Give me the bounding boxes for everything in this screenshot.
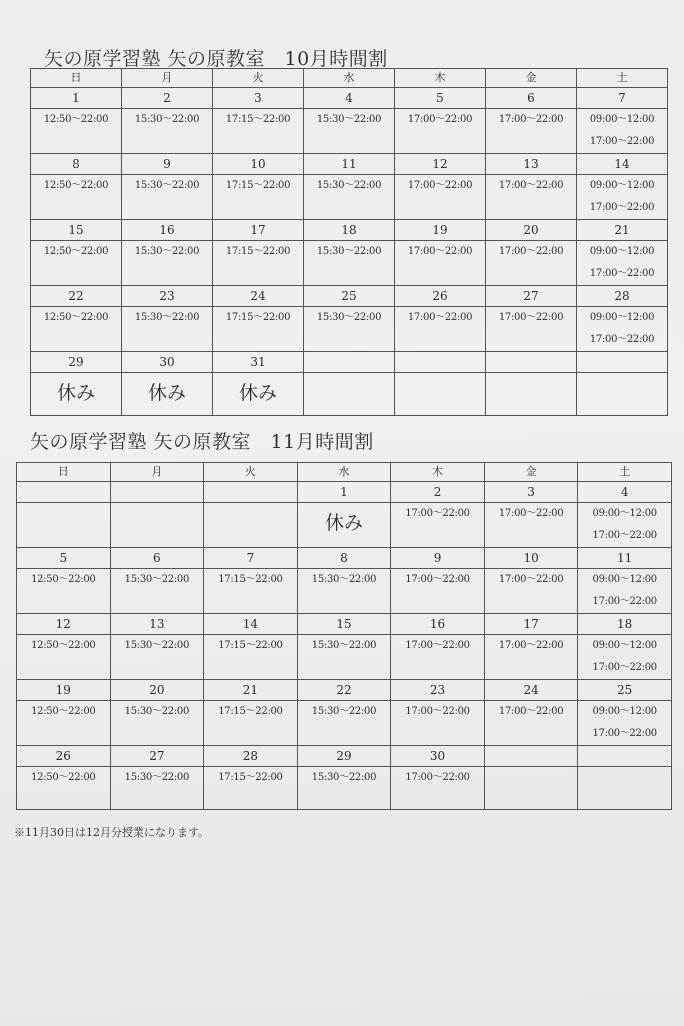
hours-cell	[31, 373, 122, 416]
date-number: 13	[486, 154, 577, 175]
hours-cell	[213, 109, 304, 154]
hours-cell	[297, 569, 391, 614]
date-number: 12	[17, 614, 111, 635]
hours-cell	[204, 701, 298, 746]
time-range: 17:00～22:00	[498, 312, 564, 323]
date-number: 19	[17, 680, 111, 701]
hours-cell	[577, 175, 668, 220]
weekday-header: 日	[17, 463, 111, 482]
hours-cell	[297, 767, 391, 810]
time-range: 12:50～22:00	[31, 640, 96, 651]
hours-cell	[17, 767, 111, 810]
date-number: 27	[486, 286, 577, 307]
date-row	[31, 220, 668, 241]
hours-cell	[204, 635, 298, 680]
weekday-header: 日	[31, 69, 122, 88]
date-number: 21	[204, 680, 298, 701]
time-range: 17:15～22:00	[225, 180, 291, 191]
date-number: 27	[110, 746, 204, 767]
date-number	[204, 482, 298, 503]
hours-cell	[484, 635, 578, 680]
weekday-header: 水	[297, 463, 391, 482]
hours-cell	[204, 569, 298, 614]
hours-cell	[110, 701, 204, 746]
footnote: ※11月30日は12月分授業になります。	[14, 826, 210, 839]
date-number	[578, 746, 672, 767]
time-range: 17:00～22:00	[498, 706, 564, 717]
closed-label: 休み	[324, 512, 363, 534]
date-number: 26	[395, 286, 486, 307]
hours-row	[31, 241, 668, 286]
time-range: 12:50～22:00	[31, 772, 96, 783]
time-range: 15:30～22:00	[316, 312, 382, 323]
date-number: 26	[17, 746, 111, 767]
time-range: 17:15～22:00	[218, 706, 283, 717]
date-number: 20	[486, 220, 577, 241]
hours-cell	[31, 175, 122, 220]
time-range: 09:00～12:00	[592, 706, 657, 717]
time-range: 15:30～22:00	[134, 114, 200, 125]
hours-cell	[484, 767, 578, 810]
time-range: 17:00～22:00	[592, 662, 657, 673]
october-title: 矢の原学習塾 矢の原教室 10月時間割	[44, 48, 388, 70]
date-number: 1	[297, 482, 391, 503]
date-number: 15	[31, 220, 122, 241]
date-number: 28	[204, 746, 298, 767]
hours-cell	[110, 503, 204, 548]
date-number: 4	[304, 88, 395, 109]
time-range: 15:30～22:00	[316, 180, 382, 191]
date-number: 28	[577, 286, 668, 307]
date-number: 14	[204, 614, 298, 635]
date-number: 11	[304, 154, 395, 175]
hours-row	[17, 635, 672, 680]
time-range: 15:30～22:00	[134, 180, 200, 191]
hours-cell	[297, 635, 391, 680]
time-range: 09:00～12:00	[592, 508, 657, 519]
date-number	[110, 482, 204, 503]
date-number: 8	[297, 548, 391, 569]
date-number: 2	[122, 88, 213, 109]
november-timetable	[16, 462, 672, 810]
time-range: 17:00～22:00	[498, 246, 564, 257]
date-number: 17	[484, 614, 578, 635]
hours-cell	[577, 109, 668, 154]
hours-row	[31, 175, 668, 220]
hours-cell	[486, 373, 577, 416]
hours-cell	[304, 109, 395, 154]
weekday-header-row	[17, 463, 672, 482]
weekday-header: 火	[204, 463, 298, 482]
hours-cell	[31, 241, 122, 286]
time-range: 15:30～22:00	[134, 246, 200, 257]
time-range: 12:50～22:00	[43, 180, 109, 191]
date-row	[31, 352, 668, 373]
hours-cell	[391, 503, 485, 548]
hours-cell	[213, 307, 304, 352]
time-range: 15:30～22:00	[124, 772, 190, 783]
time-range: 17:00～22:00	[589, 334, 655, 345]
date-number: 10	[213, 154, 304, 175]
hours-cell	[17, 701, 111, 746]
hours-cell	[122, 373, 213, 416]
hours-cell	[122, 109, 213, 154]
hours-cell	[17, 635, 111, 680]
november-title: 矢の原学習塾 矢の原教室 11月時間割	[30, 431, 374, 453]
time-range: 17:00～22:00	[498, 180, 564, 191]
hours-cell	[484, 503, 578, 548]
closed-label: 休み	[147, 382, 186, 404]
time-range: 15:30～22:00	[311, 772, 377, 783]
date-number	[486, 352, 577, 373]
hours-cell	[204, 503, 298, 548]
date-number: 23	[391, 680, 485, 701]
time-range: 15:30～22:00	[124, 574, 190, 585]
hours-cell	[110, 767, 204, 810]
date-number: 9	[391, 548, 485, 569]
closed-label: 休み	[238, 382, 277, 404]
time-range: 15:30～22:00	[124, 706, 190, 717]
hours-cell	[31, 109, 122, 154]
time-range: 17:00～22:00	[498, 640, 564, 651]
hours-cell	[577, 307, 668, 352]
date-number: 7	[204, 548, 298, 569]
date-number: 24	[484, 680, 578, 701]
date-number: 6	[110, 548, 204, 569]
october-timetable	[30, 68, 668, 416]
time-range: 12:50～22:00	[43, 312, 109, 323]
date-number: 7	[577, 88, 668, 109]
date-row	[31, 286, 668, 307]
hours-cell	[486, 175, 577, 220]
time-range: 17:00～22:00	[589, 268, 655, 279]
time-range: 12:50～22:00	[31, 574, 96, 585]
hours-cell	[110, 569, 204, 614]
date-number: 5	[395, 88, 486, 109]
weekday-header: 木	[395, 69, 486, 88]
date-number: 23	[122, 286, 213, 307]
weekday-header-row	[31, 69, 668, 88]
date-number: 22	[297, 680, 391, 701]
hours-cell	[304, 307, 395, 352]
date-number: 2	[391, 482, 485, 503]
date-number: 25	[304, 286, 395, 307]
date-number: 30	[122, 352, 213, 373]
hours-cell	[395, 241, 486, 286]
time-range: 12:50～22:00	[31, 706, 96, 717]
time-range: 17:00～22:00	[589, 136, 655, 147]
hours-cell	[122, 175, 213, 220]
hours-cell	[486, 241, 577, 286]
hours-cell	[484, 701, 578, 746]
hours-cell	[213, 241, 304, 286]
time-range: 17:15～22:00	[218, 574, 283, 585]
time-range: 09:00～12:00	[592, 640, 657, 651]
hours-cell	[304, 175, 395, 220]
date-row	[17, 482, 672, 503]
hours-cell	[391, 767, 485, 810]
hours-cell	[213, 175, 304, 220]
date-number	[17, 482, 111, 503]
hours-cell	[486, 109, 577, 154]
date-row	[17, 746, 672, 767]
hours-row	[17, 503, 672, 548]
hours-cell	[578, 701, 672, 746]
date-number: 29	[31, 352, 122, 373]
date-number: 15	[297, 614, 391, 635]
date-number	[484, 746, 578, 767]
time-range: 17:00～22:00	[407, 312, 473, 323]
date-number: 29	[297, 746, 391, 767]
hours-row	[17, 701, 672, 746]
hours-cell	[391, 701, 485, 746]
time-range: 15:30～22:00	[311, 640, 377, 651]
hours-cell	[391, 635, 485, 680]
time-range: 17:00～22:00	[405, 574, 470, 585]
hours-row	[31, 307, 668, 352]
hours-cell	[304, 241, 395, 286]
date-number: 6	[486, 88, 577, 109]
date-number	[304, 352, 395, 373]
date-number: 12	[395, 154, 486, 175]
hours-cell	[17, 503, 111, 548]
hours-cell	[578, 767, 672, 810]
date-row	[17, 548, 672, 569]
hours-cell	[578, 635, 672, 680]
date-number: 24	[213, 286, 304, 307]
date-number: 25	[578, 680, 672, 701]
time-range: 17:00～22:00	[498, 114, 564, 125]
time-range: 15:30～22:00	[311, 706, 377, 717]
time-range: 15:30～22:00	[311, 574, 377, 585]
time-range: 17:15～22:00	[218, 772, 283, 783]
date-number	[395, 352, 486, 373]
date-number: 19	[395, 220, 486, 241]
date-number: 30	[391, 746, 485, 767]
date-number	[577, 352, 668, 373]
time-range: 09:00～12:00	[592, 574, 657, 585]
date-number: 20	[110, 680, 204, 701]
date-number: 18	[304, 220, 395, 241]
hours-cell	[486, 307, 577, 352]
date-number: 9	[122, 154, 213, 175]
hours-cell	[577, 241, 668, 286]
hours-cell	[577, 373, 668, 416]
weekday-header: 土	[577, 69, 668, 88]
time-range: 15:30～22:00	[124, 640, 190, 651]
time-range: 17:00～22:00	[592, 530, 657, 541]
hours-cell	[17, 569, 111, 614]
date-number: 18	[578, 614, 672, 635]
time-range: 17:00～22:00	[405, 640, 470, 651]
date-number: 21	[577, 220, 668, 241]
hours-cell	[395, 307, 486, 352]
hours-row	[31, 109, 668, 154]
hours-row	[31, 373, 668, 416]
time-range: 17:00～22:00	[407, 246, 473, 257]
time-range: 15:30～22:00	[316, 114, 382, 125]
weekday-header: 月	[110, 463, 204, 482]
date-number: 1	[31, 88, 122, 109]
time-range: 17:00～22:00	[405, 508, 470, 519]
weekday-header: 火	[213, 69, 304, 88]
hours-row	[17, 767, 672, 810]
time-range: 17:15～22:00	[225, 312, 291, 323]
closed-label: 休み	[56, 382, 95, 404]
date-number: 22	[31, 286, 122, 307]
hours-cell	[213, 373, 304, 416]
hours-cell	[578, 569, 672, 614]
weekday-header: 月	[122, 69, 213, 88]
time-range: 17:00～22:00	[592, 728, 657, 739]
weekday-header: 金	[486, 69, 577, 88]
hours-cell	[395, 175, 486, 220]
weekday-header: 金	[484, 463, 578, 482]
time-range: 17:15～22:00	[225, 114, 291, 125]
hours-cell	[484, 569, 578, 614]
time-range: 15:30～22:00	[316, 246, 382, 257]
date-number: 5	[17, 548, 111, 569]
date-number: 8	[31, 154, 122, 175]
date-number: 16	[122, 220, 213, 241]
hours-cell	[31, 307, 122, 352]
time-range: 17:15～22:00	[218, 640, 283, 651]
date-row	[31, 154, 668, 175]
time-range: 15:30～22:00	[134, 312, 200, 323]
time-range: 17:00～22:00	[407, 114, 473, 125]
date-number: 14	[577, 154, 668, 175]
time-range: 17:00～22:00	[405, 706, 470, 717]
hours-cell	[122, 241, 213, 286]
date-number: 31	[213, 352, 304, 373]
time-range: 09:00～12:00	[589, 114, 655, 125]
time-range: 17:00～22:00	[407, 180, 473, 191]
date-number: 17	[213, 220, 304, 241]
time-range: 17:15～22:00	[225, 246, 291, 257]
time-range: 17:00～22:00	[589, 202, 655, 213]
time-range: 12:50～22:00	[43, 246, 109, 257]
date-number: 3	[213, 88, 304, 109]
time-range: 09:00～12:00	[589, 180, 655, 191]
hours-cell	[304, 373, 395, 416]
hours-cell	[110, 635, 204, 680]
hours-cell	[297, 701, 391, 746]
hours-cell	[395, 109, 486, 154]
date-number: 11	[578, 548, 672, 569]
time-range: 17:00～22:00	[405, 772, 470, 783]
time-range: 17:00～22:00	[498, 508, 564, 519]
time-range: 09:00～12:00	[589, 312, 655, 323]
weekday-header: 木	[391, 463, 485, 482]
time-range: 09:00～12:00	[589, 246, 655, 257]
hours-cell	[578, 503, 672, 548]
time-range: 12:50～22:00	[43, 114, 109, 125]
date-number: 4	[578, 482, 672, 503]
date-row	[17, 614, 672, 635]
weekday-header: 土	[578, 463, 672, 482]
time-range: 17:00～22:00	[498, 574, 564, 585]
date-number: 13	[110, 614, 204, 635]
hours-row	[17, 569, 672, 614]
hours-cell	[122, 307, 213, 352]
hours-cell	[395, 373, 486, 416]
date-number: 10	[484, 548, 578, 569]
hours-cell	[391, 569, 485, 614]
hours-cell	[204, 767, 298, 810]
date-row	[17, 680, 672, 701]
weekday-header: 水	[304, 69, 395, 88]
date-number: 3	[484, 482, 578, 503]
time-range: 17:00～22:00	[592, 596, 657, 607]
date-row	[31, 88, 668, 109]
date-number: 16	[391, 614, 485, 635]
hours-cell	[297, 503, 391, 548]
